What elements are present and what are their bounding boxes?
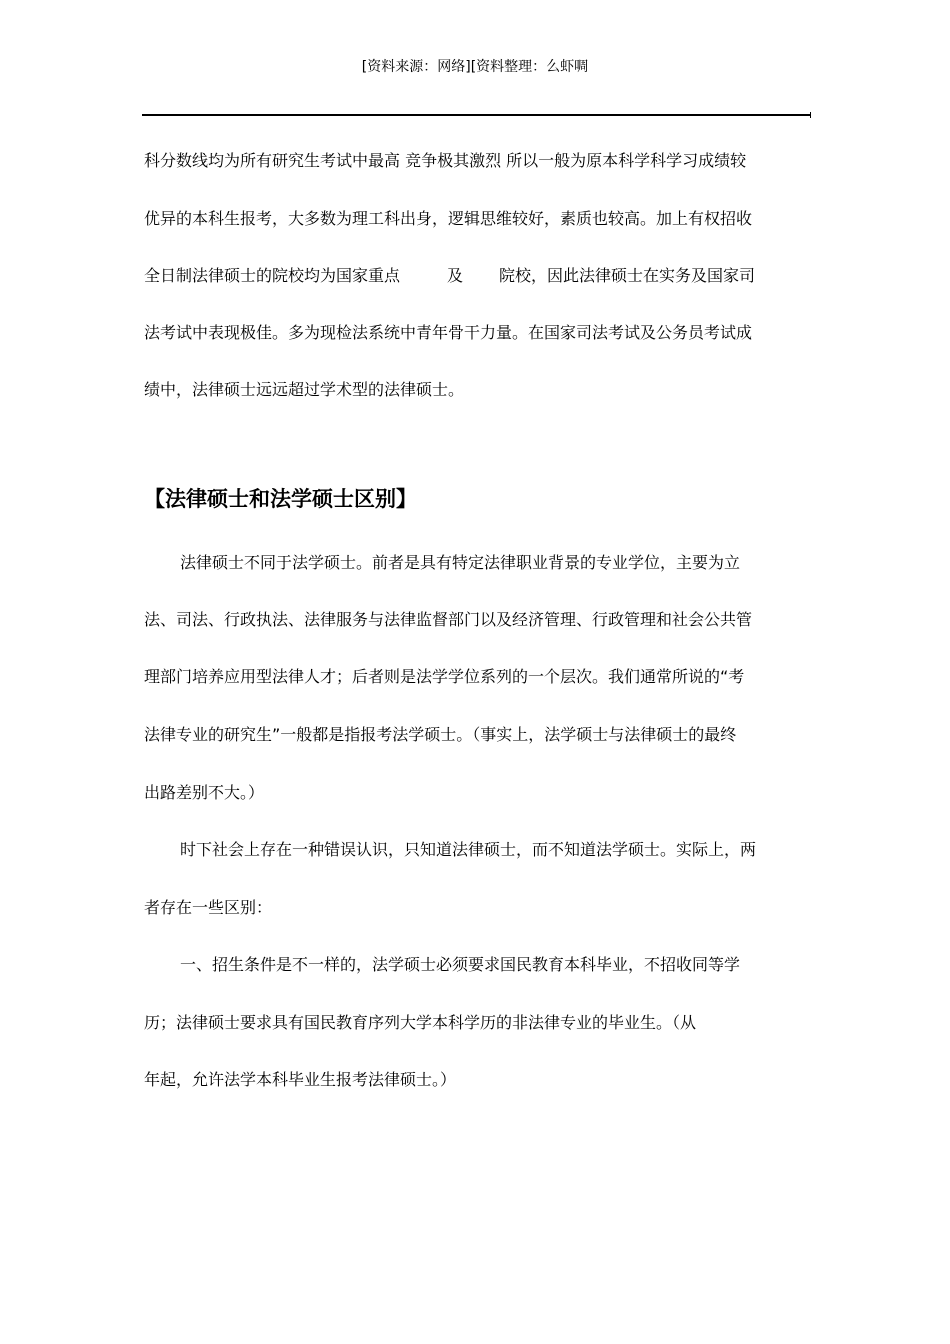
paragraph-1-line-2: 优异的本科生报考，大多数为理工科出身，逻辑思维较好，素质也较高。加上有权招收: [144, 209, 753, 228]
paragraph-2-line-3: 理部门培养应用型法律人才；后者则是法学学位系列的一个层次。我们通常所说的“考: [144, 667, 745, 686]
paragraph-2-line-4: 法律专业的研究生”一般都是指报考法学硕士。（事实上，法学硕士与法律硕士的最终: [144, 725, 737, 744]
paragraph-3-line-1: 时下社会上存在一种错误认识，只知道法律硕士，而不知道法学硕士。实际上，两: [180, 840, 757, 859]
paragraph-1-line-3-part-c: 院校，因此法律硕士在实务及国家司: [499, 266, 756, 285]
paragraph-1-line-3-part-b: 及: [447, 266, 464, 285]
header-rule-tick: [810, 112, 811, 118]
paragraph-2-line-2: 法、司法、行政执法、法律服务与法律监督部门以及经济管理、行政管理和社会公共管: [144, 610, 753, 629]
paragraph-4-line-1: 一、招生条件是不一样的，法学硕士必须要求国民教育本科毕业，不招收同等学: [180, 955, 741, 974]
paragraph-4-line-2: 历；法律硕士要求具有国民教育序列大学本科学历的非法律专业的毕业生。（从: [144, 1013, 697, 1032]
header-rule: [142, 114, 810, 116]
paragraph-4-line-3: 年起，允许法学本科毕业生报考法律硕士。）: [144, 1070, 457, 1089]
paragraph-2-line-1: 法律硕士不同于法学硕士。前者是具有特定法律职业背景的专业学位，主要为立: [180, 553, 741, 572]
paragraph-3-line-2: 者存在一些区别：: [144, 898, 273, 917]
section-heading: 【法律硕士和法学硕士区别】: [144, 487, 417, 511]
paragraph-1-line-1: 科分数线均为所有研究生考试中最高 竞争极其激烈 所以一般为原本科学科学习成绩较: [144, 151, 747, 170]
paragraph-2-line-5: 出路差别不大。）: [144, 783, 265, 802]
paragraph-1-line-3-part-a: 全日制法律硕士的院校均为国家重点: [144, 266, 401, 285]
header-source-text: [资料来源：网络][资料整理：么虾啁: [361, 59, 589, 75]
paragraph-1-line-5: 绩中，法律硕士远远超过学术型的法律硕士。: [144, 380, 465, 399]
paragraph-1-line-3: [144, 264, 755, 288]
paragraph-1-line-4: 法考试中表现极佳。多为现检法系统中青年骨干力量。在国家司法考试及公务员考试成: [144, 323, 753, 342]
